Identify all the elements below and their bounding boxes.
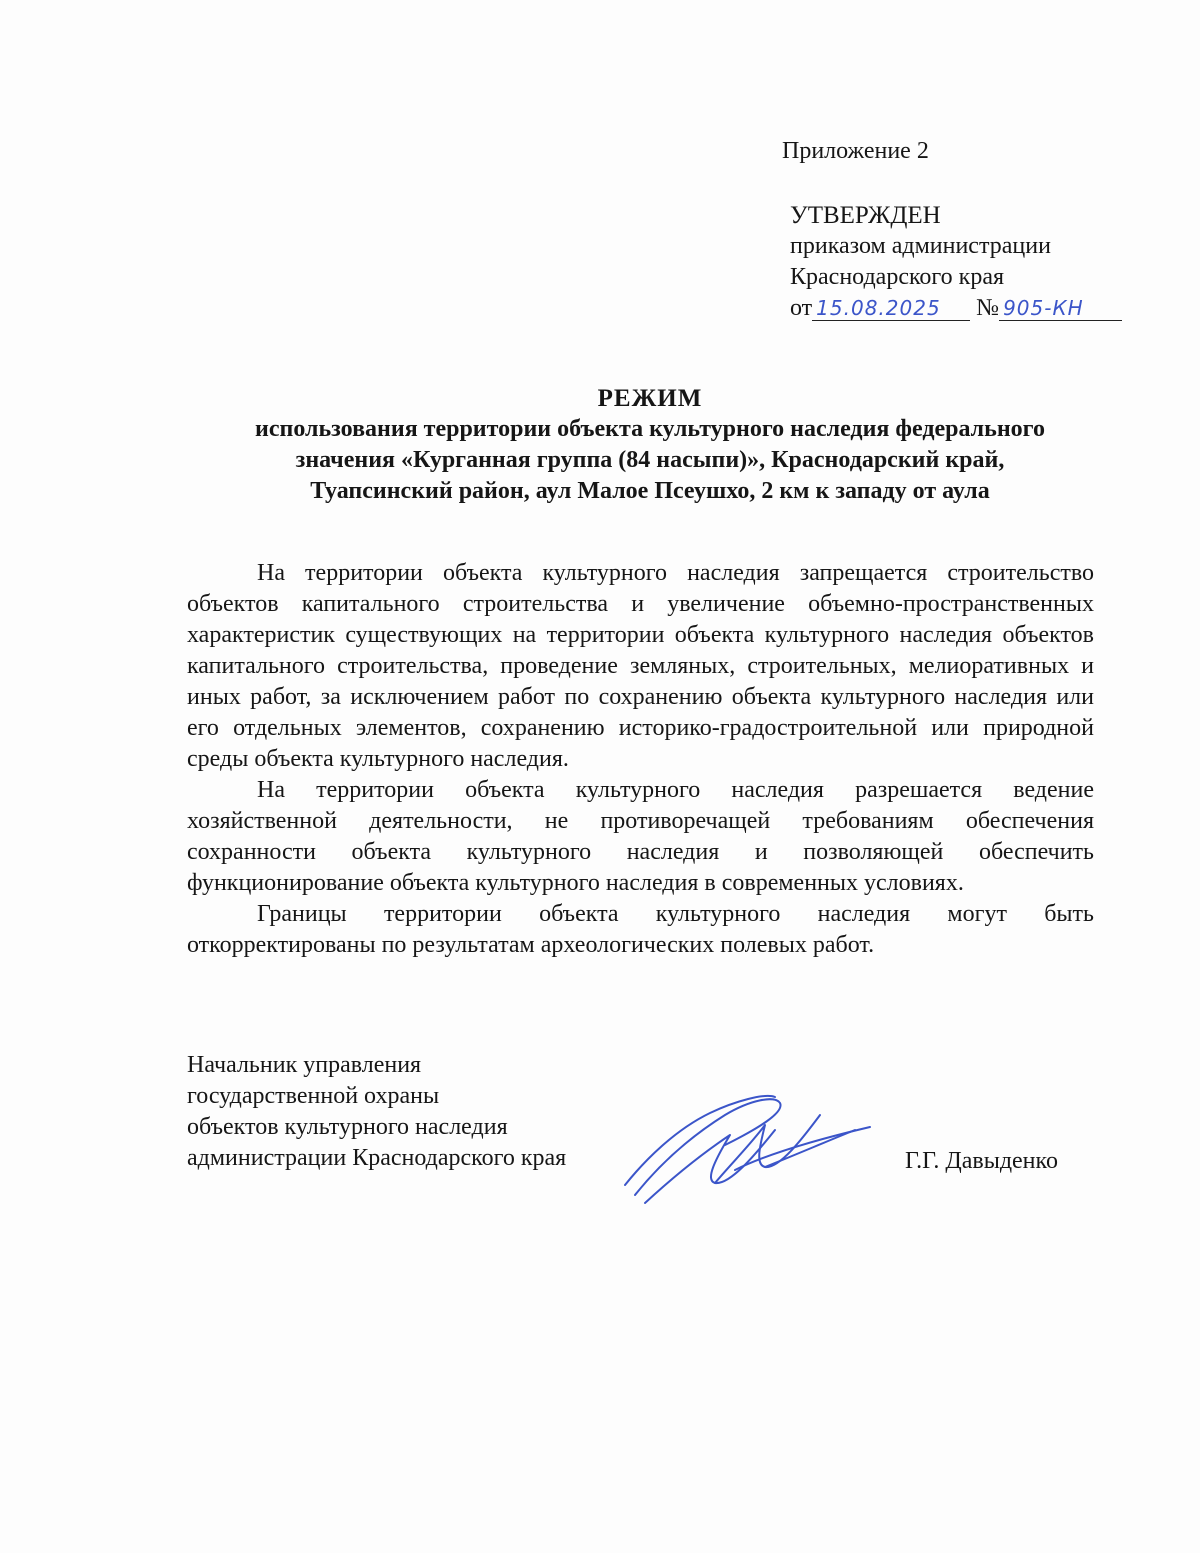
body-paragraph-2: На территории объекта культурного наследия разрешается ведение хозяйственной деятельности, не противоречащей требованиям обеспечения сохранности объекта культурного наследия и позволяющей обеспечить функционирование объекта культурного наследия в современных условиях. bbox=[187, 777, 1094, 896]
approved-label: УТВЕРЖДЕН bbox=[790, 202, 941, 229]
document-title bbox=[150, 383, 1150, 507]
date-prefix: от bbox=[790, 295, 813, 321]
position-line-4: администрации Краснодарского края bbox=[187, 1145, 567, 1171]
position-line-2: государственной охраны bbox=[187, 1083, 440, 1109]
approved-by-line-1: приказом администрации bbox=[790, 233, 1051, 259]
handwritten-date: 15.08.2025 bbox=[812, 296, 970, 321]
position-line-1: Начальник управления bbox=[187, 1052, 422, 1078]
approved-by-line-2: Краснодарского края bbox=[790, 264, 1005, 290]
title-line-1: использования территории объекта культурного наследия федерального bbox=[255, 416, 1045, 442]
handwritten-signature bbox=[615, 1085, 875, 1210]
order-date-number-line bbox=[790, 293, 1170, 324]
number-prefix: № bbox=[976, 295, 1000, 321]
handwritten-order-number: 905-КН bbox=[999, 296, 1122, 321]
appendix-label: Приложение 2 bbox=[782, 138, 929, 164]
title-line-2: значения «Курганная группа (84 насыпи)», Краснодарский край, bbox=[295, 447, 1005, 473]
signer-name: Г.Г. Давыденко bbox=[905, 1148, 1058, 1174]
body-paragraph-1: На территории объекта культурного наследия запрещается строительство объектов капитального строительства и увеличение объемно-пространственных характеристик существующих на территории объекта культурного наследия объектов капитального строительства, проведение земляных, строительных, мелиоративных и иных работ, за исключением работ по сохранению объекта культурного наследия или его отдельных элементов, сохранению историко-градостроительной или природной среды объекта культурного наследия. bbox=[187, 560, 1094, 772]
approval-stamp-block bbox=[790, 200, 1170, 324]
position-line-3: объектов культурного наследия bbox=[187, 1114, 508, 1140]
signatory-position bbox=[187, 1050, 566, 1174]
title-heading: РЕЖИМ bbox=[597, 385, 703, 412]
title-line-3: Туапсинский район, аул Малое Псеушхо, 2 км к западу от аула bbox=[310, 478, 990, 504]
body-paragraph-3: Границы территории объекта культурного наследия могут быть откорректированы по результатам археологических полевых работ. bbox=[187, 901, 1094, 958]
document-body bbox=[187, 558, 1094, 961]
